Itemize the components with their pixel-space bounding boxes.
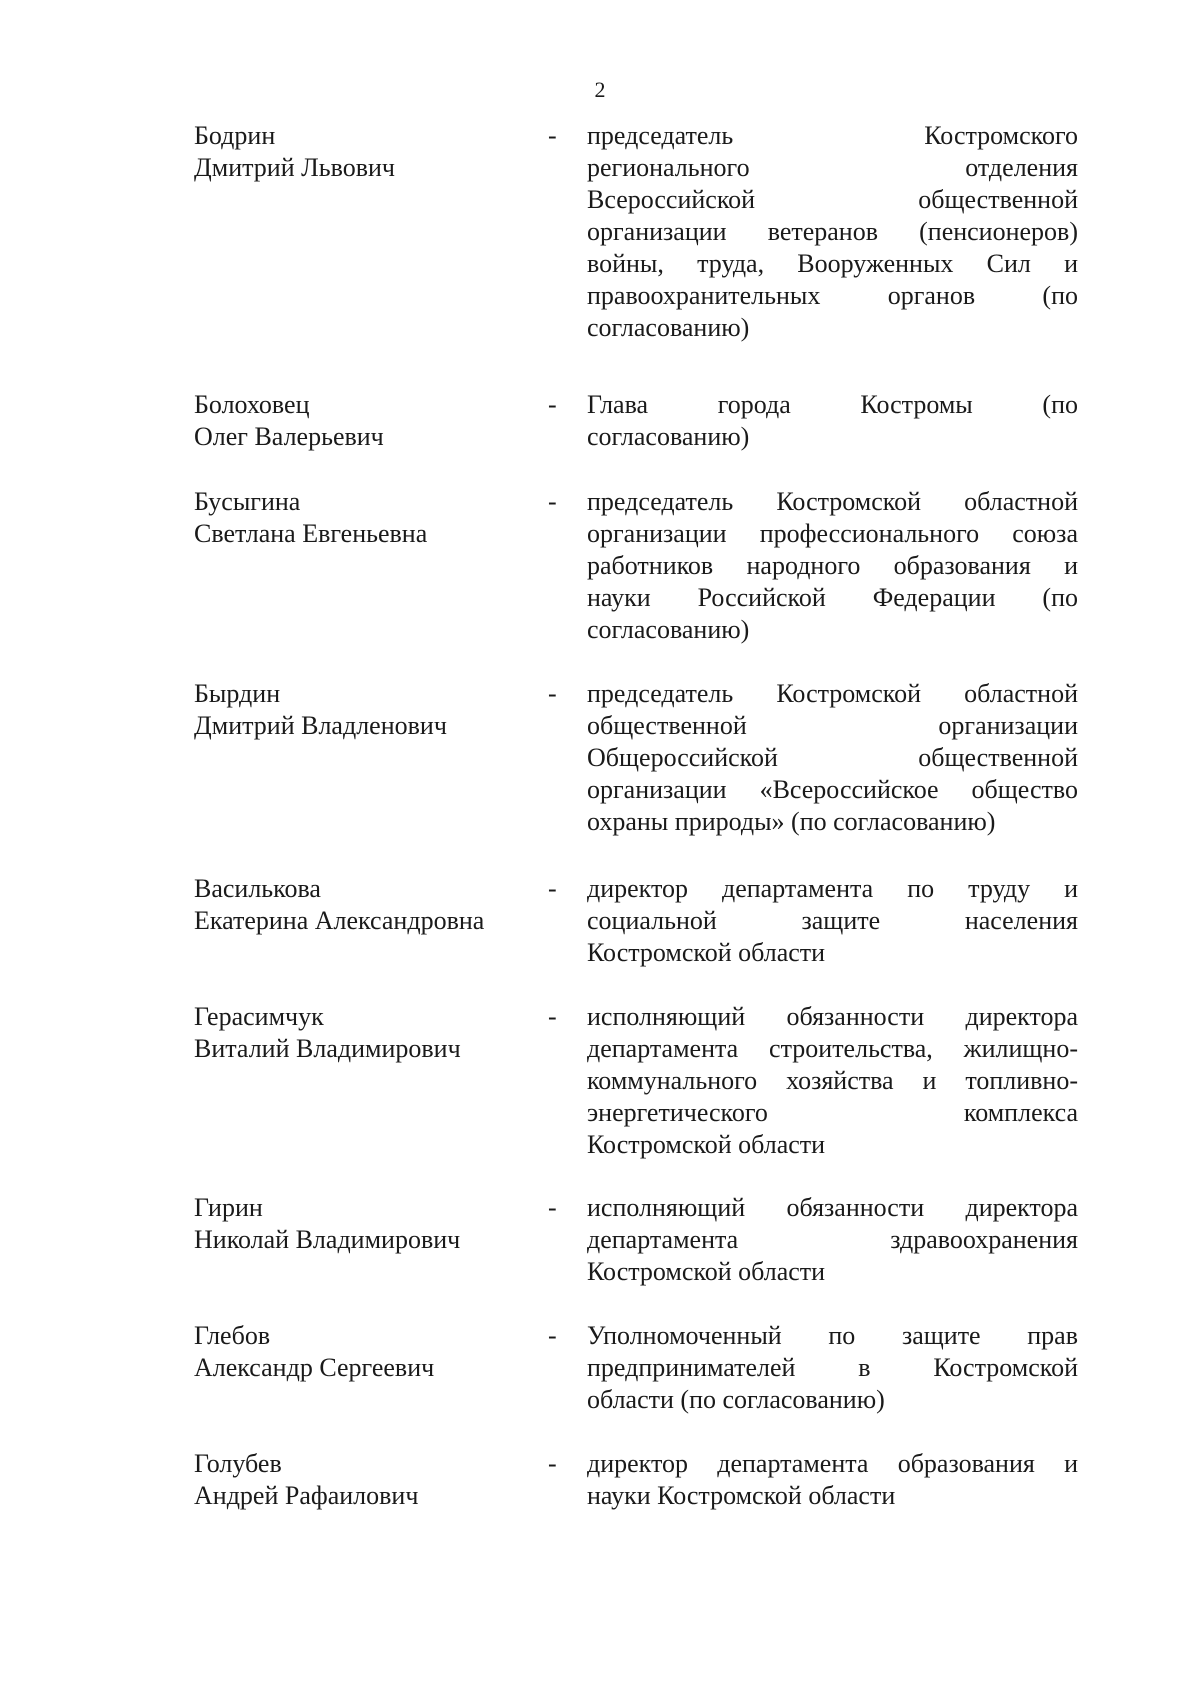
member-name [194,678,534,742]
member-given-names: Дмитрий Владленович [194,711,447,740]
position-line: социальной защите населения [587,906,1078,935]
position-line: согласованию) [587,313,750,342]
position-line: Всероссийской общественной [587,185,1078,214]
position-line: предпринимателей в Костромской [587,1353,1078,1382]
position-line: исполняющий обязанности директора [587,1193,1078,1222]
position-line: науки Российской Федерации (по [587,583,1078,612]
position-line: организации «Всероссийское общество [587,775,1078,804]
position-line: исполняющий обязанности директора [587,1002,1078,1031]
member-position [587,1001,1078,1161]
member-given-names: Олег Валерьевич [194,422,384,451]
member-surname: Бырдин [194,679,281,708]
member-given-names: Александр Сергеевич [194,1353,435,1382]
position-line: работников народного образования и [587,551,1078,580]
member-name [194,1001,534,1065]
position-line: директор департамента образования и [587,1449,1078,1478]
position-line: войны, труда, Вооруженных Сил и [587,249,1078,278]
member-surname: Бусыгина [194,487,301,516]
member-surname: Василькова [194,874,321,903]
member-position [587,389,1078,453]
member-surname: Глебов [194,1321,271,1350]
entry-dash: - [548,1193,557,1222]
position-line: охраны природы» (по согласованию) [587,807,996,836]
entry-dash: - [548,679,557,708]
member-surname: Болоховец [194,390,310,419]
position-line: департамента строительства, жилищно- [587,1034,1078,1063]
position-line: Костромской области [587,1130,826,1159]
member-name [194,1320,534,1384]
entry-dash: - [548,1321,557,1350]
member-position [587,1448,1078,1512]
member-given-names: Екатерина Александровна [194,906,485,935]
member-given-names: Светлана Евгеньевна [194,519,428,548]
member-name [194,389,534,453]
entry-dash: - [548,487,557,516]
position-line: организации ветеранов (пенсионеров) [587,217,1078,246]
position-line: регионального отделения [587,153,1078,182]
member-position [587,678,1078,838]
position-line: общественной организации [587,711,1078,740]
entry-dash: - [548,1449,557,1478]
position-line: Костромской области [587,938,826,967]
position-line: организации профессионального союза [587,519,1078,548]
member-position [587,486,1078,646]
member-surname: Бодрин [194,121,276,150]
member-position [587,1192,1078,1288]
member-given-names: Виталий Владимирович [194,1034,461,1063]
position-line: директор департамента по труду и [587,874,1078,903]
member-position [587,1320,1078,1416]
position-line: департамента здравоохранения [587,1225,1078,1254]
position-line: Общероссийской общественной [587,743,1078,772]
member-surname: Гирин [194,1193,263,1222]
position-line: Костромской области [587,1257,826,1286]
member-given-names: Николай Владимирович [194,1225,461,1254]
entry-dash: - [548,390,557,419]
member-given-names: Дмитрий Львович [194,153,395,182]
member-surname: Голубев [194,1449,282,1478]
member-surname: Герасимчук [194,1002,324,1031]
member-name [194,873,534,937]
position-line: области (по согласованию) [587,1385,885,1414]
position-line: согласованию) [587,615,750,644]
entry-dash: - [548,121,557,150]
position-line: Уполномоченный по защите прав [587,1321,1078,1350]
member-position [587,120,1078,344]
member-position [587,873,1078,969]
entry-dash: - [548,1002,557,1031]
position-line: председатель Костромской областной [587,487,1078,516]
member-name [194,1448,534,1512]
position-line: науки Костромской области [587,1481,896,1510]
position-line: председатель Костромского [587,121,1078,150]
member-name [194,120,534,184]
position-line: председатель Костромской областной [587,679,1078,708]
position-line: согласованию) [587,422,750,451]
position-line: энергетического комплекса [587,1098,1078,1127]
position-line: коммунального хозяйства и топливно- [587,1066,1078,1095]
position-line: правоохранительных органов (по [587,281,1078,310]
entry-dash: - [548,874,557,903]
member-name [194,1192,534,1256]
page-number: 2 [594,77,606,102]
position-line: Глава города Костромы (по [587,390,1078,419]
member-given-names: Андрей Рафаилович [194,1481,419,1510]
member-name [194,486,534,550]
